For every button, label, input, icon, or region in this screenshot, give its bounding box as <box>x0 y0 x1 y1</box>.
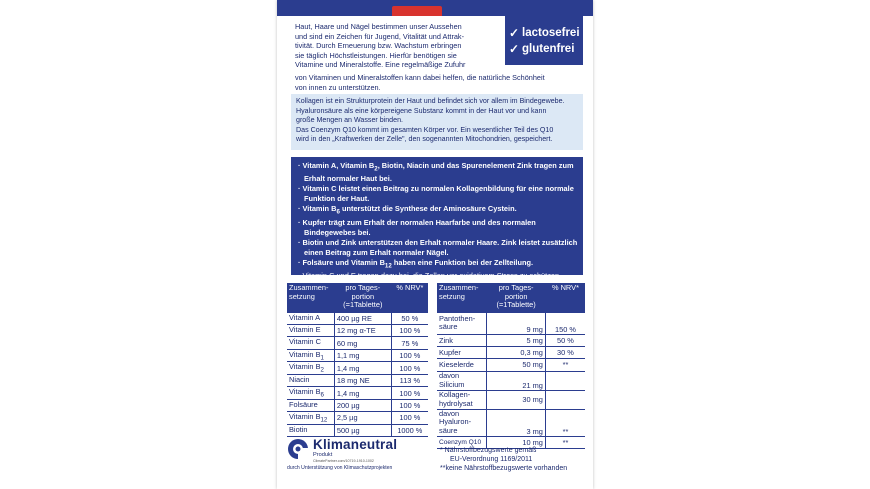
table-row: Coenzym Q10 10 mg ** <box>437 436 585 448</box>
table-row: Kupfer 0,3 mg 30 % <box>437 346 585 358</box>
footnotes <box>440 446 567 473</box>
intro-line: sie täglich Höchstleistungen. Hierfür benötigen sie <box>295 50 457 60</box>
table-row: Kieselerde 50 mg ** <box>437 359 585 371</box>
badge-row <box>509 41 583 57</box>
header-daily-portion: pro Tages- portion (=1Tablette) <box>487 283 546 312</box>
intro-line: von Vitaminen und Mineralstoffen kann dabei helfen, die natürliche Schönheit <box>295 73 545 82</box>
info-line: große Mengen an Wasser binden. <box>296 116 403 125</box>
intro-line: Vitamine und Mineralstoffe. Eine regelmäßige Zufuhr <box>295 60 466 70</box>
table-row: davon Hyaluron- säure 3 mg ** <box>437 409 585 436</box>
klima-title: Klimaneutral <box>313 437 398 452</box>
table-row: Vitamin $B_{12}$ 2,5 µg 100 % <box>287 412 428 424</box>
free-from-badge <box>505 15 583 65</box>
table-row: Vitamin $B_6$ 1,4 mg 100 % <box>287 387 428 399</box>
info-line: Das Coenzym Q10 kommt im gesamten Körper vor. Ein wesentlicher Teil des Q10 <box>296 125 554 134</box>
intro-text-2 <box>295 73 587 92</box>
intro-line: und sind ein Zeichen für Jugend, Vitalität und Attrak- <box>295 31 465 41</box>
claim-item: · Vitamin C leistet einen Beitrag zu normalen Kollagenbildung für eine normale Funktion der Haut. <box>298 184 574 204</box>
claim-item: · Vitamin C und E tragen dazu bei, die Zellen vor oxidativem Stress zu schützen. <box>298 270 562 280</box>
health-claims-box <box>291 157 583 280</box>
table-row: Zink 5 mg 50 % <box>437 334 585 346</box>
info-line: Hyaluronsäure als eine körpereigene Substanz kommt in der Haut vor und kann <box>296 106 547 115</box>
check-icon: ✓ <box>509 26 520 40</box>
table-row: Folsäure 200 µg 100 % <box>287 399 428 411</box>
table-row: Biotin 500 µg 1000 % <box>287 424 428 436</box>
table-row: Kollagen- hydrolysat 30 mg <box>437 390 585 409</box>
intro-line: tivität. Durch Erneuerung bzw. Wachstum erbringen <box>295 41 462 51</box>
claim-item: · Vitamin $B_6$ unterstützt die Synthese der Aminosäure Cystein. <box>298 204 517 216</box>
intro-text <box>295 22 503 70</box>
header-composition: Zusammen- setzung <box>287 283 334 312</box>
header-nrv: % NRV* <box>391 283 428 312</box>
table-row: davon Silicium 21 mg <box>437 371 585 390</box>
header-nrv: % NRV* <box>545 283 585 312</box>
header-composition: Zusammen- setzung <box>437 283 487 312</box>
intro-line: von innen zu unterstützen. <box>295 82 381 92</box>
table-row: Vitamin $B_2$ 1,4 mg 100 % <box>287 362 428 374</box>
info-line: wird in den „Kraftwerken der Zelle", den sogenannten Mitochondrien, gespeichert. <box>296 135 553 144</box>
climate-partner-logo-icon <box>287 438 309 460</box>
table-row: Vitamin E 12 mg α-TE 100 % <box>287 324 428 336</box>
klima-caption: durch Unterstützung von Klimaschutzprojekten <box>287 465 393 471</box>
claim-item: · Biotin und Zink unterstützen den Erhalt normaler Haare. Zink leistet zusätzlich einen Beitrag zum Erhalt normaler Nägel. <box>298 237 578 257</box>
package-back <box>277 0 593 489</box>
footnote-line: EU-Verordnung 1169/2011 <box>450 456 533 463</box>
klima-subtitle: Produkt <box>313 452 333 458</box>
climate-neutral-label <box>285 437 415 477</box>
table-row: Niacin 18 mg NE 113 % <box>287 374 428 386</box>
check-icon: ✓ <box>509 42 520 56</box>
claim-item: · Folsäure und Vitamin $B_{12}$ haben eine Funktion bei der Zellteilung. <box>298 257 534 269</box>
table-row: Vitamin $B_1$ 1,1 mg 100 % <box>287 349 428 361</box>
top-strip <box>277 0 593 16</box>
intro-line: Haut, Haare und Nägel bestimmen unser Aussehen <box>295 22 462 31</box>
nutrition-table-minerals <box>437 283 585 449</box>
table-header-row <box>287 283 428 312</box>
info-line: Kollagen ist ein Strukturprotein der Haut und befindet sich vor allem im Bindegewebe. <box>296 97 565 105</box>
nutrition-table-vitamins <box>287 283 428 437</box>
klima-id: ClimatePartner.com/10719-1910-1002 <box>313 459 374 463</box>
badge-row <box>509 25 583 41</box>
claim-item: · Kupfer trägt zum Erhalt der normalen Haarfarbe und des normalen Bindegewebes bei. <box>298 217 536 237</box>
header-daily-portion: pro Tages- portion (=1Tablette) <box>334 283 391 312</box>
footnote-line: * Nährstoffbezugswerte gemäß <box>440 447 537 454</box>
gluten-free-label: glutenfrei <box>522 43 575 55</box>
table-row: Vitamin A 400 µg RE 50 % <box>287 312 428 324</box>
claim-item: · Vitamin A, Vitamin $B_2$, Biotin, Niacin und das Spurenelement Zink tragen zum Erhalt normaler Haut bei. <box>298 161 574 184</box>
table-row: Vitamin C 60 mg 75 % <box>287 337 428 349</box>
footnote-line: **keine Nährstoffbezugswerte vorhanden <box>440 465 568 472</box>
ingredient-info-box <box>291 94 583 150</box>
lactose-free-label: lactosefrei <box>522 27 580 39</box>
table-row: Pantothen- säure 9 mg 150 % <box>437 312 585 334</box>
red-tab <box>392 6 442 16</box>
table-header-row <box>437 283 585 312</box>
